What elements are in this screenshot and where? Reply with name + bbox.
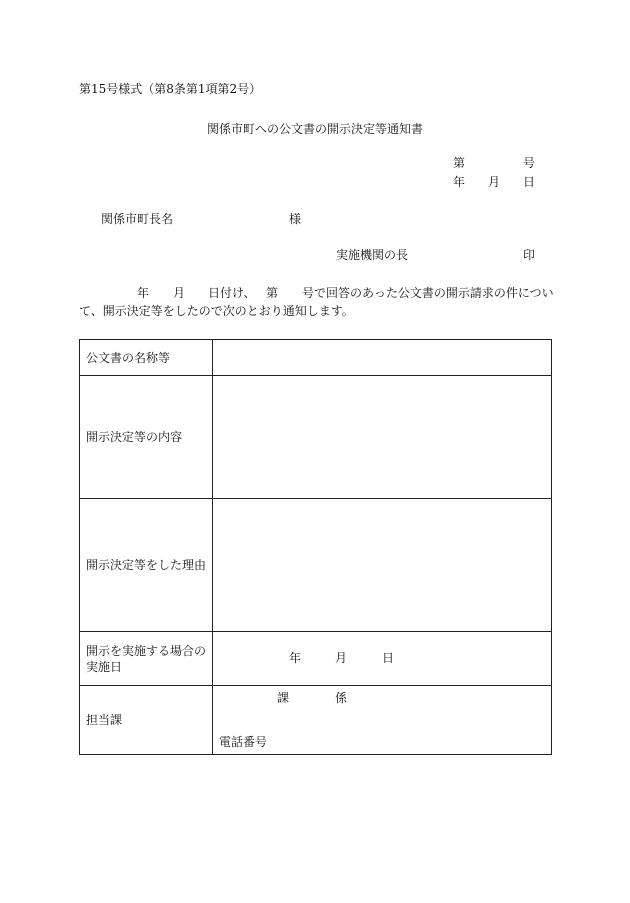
body-number-prefix: 第 <box>266 286 279 300</box>
date-year: 年 <box>453 175 466 189</box>
body-line-1-rest: 号で回答のあった公文書の開示請求の件につい <box>302 286 554 300</box>
contact-phone-label: 電話番号 <box>219 735 268 749</box>
sender-name: 実施機関の長 <box>336 248 409 262</box>
row-label-document-name: 公文書の名称等 <box>80 340 213 376</box>
contact-subsection: 係 <box>335 691 348 705</box>
impl-date-year: 年 <box>289 651 302 665</box>
body-year: 年 <box>137 286 150 300</box>
table-row <box>80 686 552 755</box>
table-row <box>80 376 552 499</box>
date-month: 月 <box>488 175 501 189</box>
form-number: 第15号様式（第8条第1項第2号） <box>79 82 262 96</box>
date-day: 日 <box>523 175 536 189</box>
table-row <box>80 499 552 632</box>
row-value-document-name <box>213 340 552 376</box>
addressee-honorific: 様 <box>289 212 302 226</box>
row-label-implementation-date: 開示を実施する場合の実施日 <box>80 632 213 686</box>
reference-number-suffix: 号 <box>523 156 536 170</box>
row-value-decision-content <box>213 376 552 499</box>
table-row <box>80 340 552 376</box>
body-text-line-2: て、開示決定等をしたので次のとおり通知します。 <box>79 304 354 318</box>
row-value-implementation-date <box>213 632 552 686</box>
contact-section: 課 <box>277 691 290 705</box>
reference-number-prefix: 第 <box>453 156 466 170</box>
addressee-name: 関係市町長名 <box>101 212 174 226</box>
row-label-decision-reason: 開示決定等をした理由 <box>80 499 213 632</box>
document-title: 関係市町への公文書の開示決定等通知書 <box>206 122 423 136</box>
row-value-department <box>213 686 552 755</box>
body-month: 月 <box>173 286 186 300</box>
table-row <box>80 632 552 686</box>
row-value-decision-reason <box>213 499 552 632</box>
seal-mark: 印 <box>523 248 536 262</box>
impl-date-month: 月 <box>335 651 348 665</box>
impl-date-day: 日 <box>382 651 395 665</box>
row-label-decision-content: 開示決定等の内容 <box>80 376 213 499</box>
body-date-suffix: 日付け、 <box>208 286 256 300</box>
notification-table <box>79 339 552 755</box>
row-label-department: 担当課 <box>80 686 213 755</box>
